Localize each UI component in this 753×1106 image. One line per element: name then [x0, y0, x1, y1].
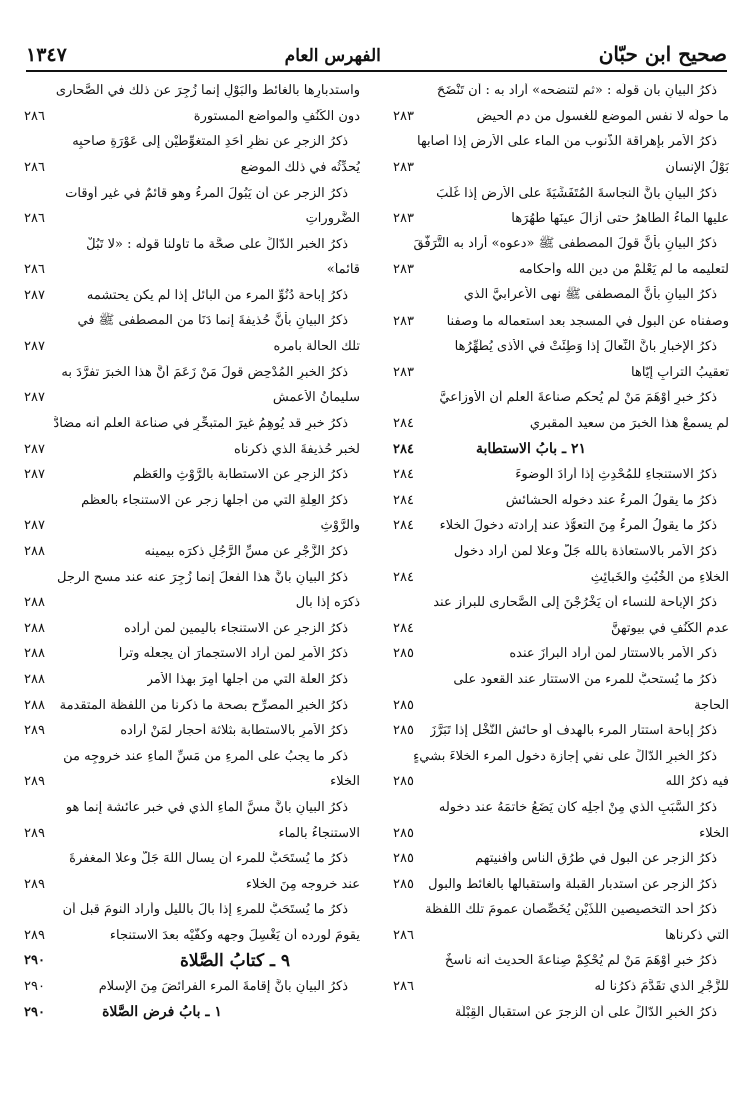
entry-text: ذكرُ السَّبَبِ الَّذي مِنْ أجلِه كان يَضَعُ خاتمَهُ عند دخوله: [438, 799, 717, 815]
index-entry-line: [393, 846, 729, 872]
entry-page-number: ٢٨٥: [393, 851, 414, 867]
entry-text: ذكرُ ما يُستحبُّ للمرء من الاستتار عند القعود على: [453, 671, 717, 687]
entry-page-number: ٢٨٨: [24, 697, 45, 713]
entry-page-number: ٢٨٥: [393, 774, 414, 790]
index-entry-line: [393, 897, 729, 923]
entry-text: ذكرَه إذا بال: [295, 595, 360, 611]
left-column: [24, 78, 360, 1025]
entry-text: ذكرُ الزجر عن البول في طُرُقِ الناس وأفنيتهم: [475, 851, 717, 867]
entry-text: ذكرُ الأمرِ لمن أراد الاستجمارَ أن يجعلَه وتراً: [118, 646, 348, 662]
entry-page-number: ٢٨٤: [393, 416, 414, 432]
index-entry-line: [24, 897, 360, 923]
entry-text: لخبر حُذيفةَ الذي ذكرناه: [234, 441, 360, 457]
entry-page-number: ٢٨٤: [393, 467, 414, 483]
index-entry-line: [393, 564, 729, 590]
index-entry-line: [24, 974, 360, 1000]
entry-text: ذكرُ البيانِ بأنَّ مسَّ الماءِ الذي في خبر عائشة إنما هو: [65, 799, 348, 815]
index-entry-line: [24, 718, 360, 744]
entry-page-number: ٢٨٤: [393, 441, 414, 457]
entry-text: عدمِ الكُنُفِ في بيوتهِنَّ: [611, 620, 729, 636]
index-entry-line: [393, 385, 729, 411]
entry-page-number: ٢٨٩: [24, 723, 45, 739]
index-entry-line: [393, 308, 729, 334]
right-column: [393, 78, 729, 1025]
entry-text: ذكرُ العلة التي من أجلها أُمِرَ بهذا الأمر: [146, 671, 348, 687]
entry-text: دون الكُنُفِ والمواضعِ المستورة: [193, 108, 360, 124]
index-heading: [24, 948, 360, 974]
entry-text: ذكرُ الزجر عن أن يَبُولَ المرءُ وهو قائمٌ في غير أوقات: [65, 185, 348, 201]
entry-page-number: ٢٨٦: [24, 262, 45, 278]
index-entry-line: [393, 923, 729, 949]
index-entry-line: [393, 743, 729, 769]
entry-text: ما حولَه لا نفس الموضع للغسول من دم الحيض: [476, 108, 729, 124]
entry-text: ذكرُ البيانِ بأنَّ حُذيفةَ إنما دَنَا من المصطفى ﷺ في: [77, 312, 348, 328]
entry-text: ذكرُ البيانِ بأنَّ قولَ المصطفى ﷺ «دعوه» أراد به التَّرَفُّقَ: [413, 235, 717, 251]
entry-text: ذكرُ خبرٍ أَوْهَمَ مَنْ لم يُحْكِمْ صِناعةَ الحديث أنه ناسخٌ: [444, 953, 717, 969]
index-entry-line: [24, 411, 360, 437]
entry-text: واستدبارِها بالغائط والبَوْلِ إنما زُجِرَ عن ذلك في الصَّحارى: [55, 83, 360, 99]
entry-text: ذكر الأمر بالاستتار لمن أراد البرازَ عنده: [509, 646, 717, 662]
page-header: [26, 36, 727, 66]
entry-page-number: ٢٨٣: [393, 160, 414, 176]
index-entry-line: [393, 667, 729, 693]
entry-page-number: ٢٨٥: [393, 876, 414, 892]
index-entry-line: [24, 795, 360, 821]
index-entry-line: [393, 78, 729, 104]
header-rule: [26, 70, 727, 72]
entry-page-number: ٢٨٦: [393, 979, 414, 995]
entry-text: ذكرُ الزَّجْرِ عن مسِّ الرَّجُلِ ذكرَه بيمينه: [144, 543, 348, 559]
entry-page-number: ٢٨٣: [393, 313, 414, 329]
index-entry-line: [24, 590, 360, 616]
index-entry-line: [393, 129, 729, 155]
index-entry-line: [393, 948, 729, 974]
index-entry-line: [24, 78, 360, 104]
entry-page-number: ٢٨٣: [393, 364, 414, 380]
index-entry-line: [393, 641, 729, 667]
entry-page-number: ٢٨٨: [24, 543, 45, 559]
entry-page-number: ٢٨٦: [24, 108, 45, 124]
index-entry-line: [24, 257, 360, 283]
index-entry-line: [24, 769, 360, 795]
section-title: الفهرس العام: [284, 46, 381, 66]
entry-text: الحاجة: [694, 697, 729, 713]
entry-page-number: ٢٨٤: [393, 492, 414, 508]
entry-page-number: ٢٨٤: [393, 569, 414, 585]
entry-text: ذكرُ الخبرِ المُدْحِضِ قولَ مَنْ زَعَمَ أنَّ هذا الخبرَ تفرَّدَ به: [61, 364, 348, 380]
entry-text: فيه ذكرُ الله: [665, 774, 729, 790]
entry-text: ذكرُ العِلَّةِ التي من أجلها زجر عن الاستنجاء بالعظم: [81, 492, 348, 508]
index-entry-line: [24, 232, 360, 258]
index-entry-line: [24, 180, 360, 206]
entry-page-number: ٢٨٧: [24, 288, 45, 304]
entry-page-number: ٢٨٨: [24, 671, 45, 687]
index-entry-line: [24, 206, 360, 232]
index-entry-line: [393, 871, 729, 897]
entry-page-number: ٢٨٥: [393, 646, 414, 662]
index-entry-line: [393, 795, 729, 821]
entry-text: والرَّوْثِ: [320, 518, 360, 534]
index-entry-line: [24, 436, 360, 462]
entry-page-number: ٢٨٣: [393, 108, 414, 124]
entry-text: ذكرُ الإخبارِ بأنَّ النِّعالَ إذا وَطِئَتْ في الأذى يُطَهِّرُها: [454, 339, 717, 355]
entry-page-number: ٢٨٨: [24, 646, 45, 662]
index-entry-line: [393, 360, 729, 386]
entry-page-number: ٢٨٦: [24, 211, 45, 227]
index-entry-line: [393, 974, 729, 1000]
entry-page-number: ٢٨٧: [24, 518, 45, 534]
entry-page-number: ٢٨٤: [393, 518, 414, 534]
entry-text: الاستنجاءُ بالماء: [278, 825, 360, 841]
entry-text: قائماً»: [326, 262, 360, 278]
entry-text: ذكرُ البيانِ بأنَّ النجاسةَ المُتَفَشِّيَةَ على الأرض إذا غَلَبَ: [436, 185, 717, 201]
book-title: صحيح ابن حبّان: [598, 42, 727, 66]
entry-page-number: ٢٩٠: [24, 1004, 45, 1020]
index-heading: [24, 999, 360, 1025]
entry-text: ١ ـ بابُ فرضِ الصَّلاة: [102, 1004, 222, 1021]
entry-text: عند خروجه مِنَ الخلاء: [245, 876, 360, 892]
entry-text: ذكرُ الخبرِ الدّالِّ على أن الزجرَ عن استقبال القِبْلَة: [454, 1004, 717, 1020]
index-entry-line: [24, 513, 360, 539]
entry-text: الخلاء: [330, 774, 360, 790]
entry-text: ذكرُ خبرٍ قد يُوهِمُ غيرَ المتبحِّرِ في صناعة العلم أنه مضادٌّ: [53, 416, 348, 432]
entry-page-number: ٢٨٨: [24, 620, 45, 636]
entry-page-number: ٢٨٩: [24, 774, 45, 790]
entry-page-number: ٢٨٧: [24, 467, 45, 483]
index-entry-line: [24, 308, 360, 334]
index-entry-line: [393, 283, 729, 309]
entry-text: عليها الماءُ الطاهرُ حتى أزالَ عينَها طَهُرَها: [511, 211, 729, 227]
entry-text: ٩ ـ كتابُ الصَّلاة: [180, 950, 290, 971]
entry-text: ذكرُ الزجرِ عن نظرِ أحَدِ المتغوِّطَيْنِ إلى عَوْرَةِ صاحبِه: [72, 134, 348, 150]
entry-text: ذكرُ الزجرِ عن الاستنجاء باليمين لمن أراده: [123, 620, 348, 636]
entry-page-number: ٢٨٧: [24, 339, 45, 355]
index-entry-line: [393, 692, 729, 718]
index-entry-line: [24, 360, 360, 386]
entry-page-number: ٢٨٣: [393, 211, 414, 227]
index-entry-line: [393, 488, 729, 514]
entry-text: ذكرُ ما يقولُ المرءُ عند دخوله الحشائش: [505, 492, 717, 508]
index-entry-line: [393, 232, 729, 258]
entry-page-number: ٢٩٠: [24, 953, 45, 969]
index-entry-line: [24, 104, 360, 130]
entry-text: ذكرُ الزجرِ عن الاستطابة بالرَّوْثِ والعَظْمِ: [132, 467, 348, 483]
index-entry-line: [393, 257, 729, 283]
index-entry-line: [393, 769, 729, 795]
index-entry-line: [24, 743, 360, 769]
entry-text: وصفناه عن البول في المسجد بعد استعماله ما وصفنا: [446, 313, 729, 329]
entry-text: يقومَ لورده أن يَغْسِلَ وجهه وكفَّيْه بعدَ الاستنجاء: [109, 927, 360, 943]
entry-page-number: ٢٨٩: [24, 825, 45, 841]
entry-text: ذكرُ الإباحة للنساء أن يَخْرُجْنَ إلى الصَّحارى للبراز عند: [433, 595, 717, 611]
entry-text: تلك الحالة بأمره: [273, 339, 360, 355]
entry-page-number: ٢٨٩: [24, 876, 45, 892]
index-entry-line: [24, 846, 360, 872]
entry-text: ذكرُ ما يُستَحَبُّ للمرء أن يسأل اللهَ جَلَّ وعلا المغفرةَ: [69, 851, 348, 867]
entry-page-number: ٢٨٦: [24, 160, 45, 176]
index-entry-line: [393, 206, 729, 232]
index-entry-line: [24, 871, 360, 897]
index-entry-line: [24, 615, 360, 641]
entry-text: بَوْلُ الإنسان: [665, 160, 729, 176]
entry-text: ذكرُ ما يُستَحَبُّ للمرءِ إذا بالَ بالليل وأراد النومَ قبل أن: [62, 902, 348, 918]
index-entry-line: [24, 667, 360, 693]
entry-text: ذكرُ الخبرِ المصرِّح بصحة ما ذكرنا من اللفظة المتقدمة: [59, 697, 348, 713]
index-entry-line: [393, 104, 729, 130]
index-entry-line: [24, 385, 360, 411]
entry-text: سليمانُ الأعمش: [272, 390, 360, 406]
entry-page-number: ٢٨٣: [393, 262, 414, 278]
entry-text: ذكرُ أحد التخصيصين اللَّذَيْنِ يُخَصِّصان عمومَ تلك اللفظة: [424, 902, 717, 918]
entry-page-number: ٢٨٥: [393, 723, 414, 739]
index-entry-line: [393, 155, 729, 181]
entry-text: الضَّروراتِ: [305, 211, 360, 227]
index-entry-line: [393, 513, 729, 539]
index-entry-line: [24, 488, 360, 514]
entry-text: ذكرُ الأمر بإهراقة الذَّنوب من الماء على الأرض إذا أصابها: [416, 134, 717, 150]
index-entry-line: [24, 539, 360, 565]
entry-text: ذكرُ الأمر بالاستعاذة بالله جَلَّ وعلا لمن أراد دخول: [453, 543, 717, 559]
entry-text: ذكرُ الاستنجاءِ للمُحْدِثِ إذا أرادَ الوضوءَ: [515, 467, 717, 483]
entry-page-number: ٢٨٧: [24, 390, 45, 406]
index-entry-line: [393, 718, 729, 744]
entry-text: لم يسمعْ هذا الخبرَ من سعيد المقبري: [529, 416, 729, 432]
entry-text: ذكرُ ما يقولُ المرءُ مِنَ التعوُّذ عند إرادته دخولَ الخلاء: [439, 518, 717, 534]
entry-text: للزَّجْرِ الذي تقَدَّمَ ذكرُنا له: [594, 979, 729, 995]
index-entry-line: [393, 462, 729, 488]
index-entry-line: [24, 155, 360, 181]
entry-text: ذكر ما يجبُ على المرءِ من مَسِّ الماءِ عند خروجِه من: [63, 748, 348, 764]
entry-text: ذكرُ البيانِ بأنَّ المصطفى ﷺ نهى الأعرابيَّ الذي: [463, 287, 717, 303]
entry-page-number: ٢٩٠: [24, 979, 45, 995]
entry-text: لتعليمه ما لم يَعْلَمْ من دين الله وأحكامه: [518, 262, 729, 278]
index-entry-line: [393, 820, 729, 846]
index-entry-line: [393, 999, 729, 1025]
entry-text: ذكرُ إباحة دُنُوِّ المرء من البائل إذا لم يكن يحتشمه: [86, 288, 348, 304]
entry-text: ذكرُ البيانِ بأنَّ هذا الفعلَ إنما زُجِرَ عنه عند مسح الرجل: [56, 569, 348, 585]
index-entry-line: [393, 539, 729, 565]
entry-text: يُحدِّثُه في ذلك الموضعِ: [240, 160, 360, 176]
index-heading: [393, 436, 729, 462]
index-entry-line: [393, 334, 729, 360]
index-entry-line: [24, 923, 360, 949]
entry-page-number: ٢٨٩: [24, 927, 45, 943]
entry-text: التي ذكرناها: [664, 927, 729, 943]
entry-page-number: ٢٨٥: [393, 825, 414, 841]
entry-text: ذكرُ الزجر عن استدبار القبلة واستقبالها بالغائط والبول: [428, 876, 717, 892]
entry-text: ٢١ ـ بابُ الاستطابة: [475, 441, 587, 458]
entry-text: الخلاء: [699, 825, 729, 841]
entry-text: تعقيبُ الترابِ إيّاها: [631, 364, 729, 380]
entry-text: ذكرُ خبرٍ أَوْهَمَ مَنْ لم يُحكم صناعةَ العلم أن الأوزاعيَّ: [439, 390, 717, 406]
entry-text: الخلاءِ من الخُبُثِ والخَبائِثِ: [590, 569, 729, 585]
index-entry-line: [24, 462, 360, 488]
entry-page-number: ٢٨٧: [24, 441, 45, 457]
entry-page-number: ٢٨٤: [393, 620, 414, 636]
index-entry-line: [24, 820, 360, 846]
entry-text: ذكرُ الخبرِ الدّالِّ على نفي إجازة دخول المرء الخلاءَ بشيءٍ: [413, 748, 717, 764]
index-entry-line: [24, 129, 360, 155]
entry-text: ذكرُ الخبر الدّالِّ على صحَّة ما تأولنا قولَه : «لا تَبُلْ: [86, 236, 348, 252]
entry-text: ذكرُ البيانِ بأنَّ إقامةَ المرء الفرائضَ مِنَ الإسلام: [98, 979, 348, 995]
entry-text: ذكرُ الأمرِ بالاستطابة بثلاثة أحجار لمَنْ أراده: [120, 723, 348, 739]
index-entry-line: [393, 590, 729, 616]
entry-page-number: ٢٨٨: [24, 595, 45, 611]
entry-page-number: ٢٨٦: [393, 927, 414, 943]
index-entry-line: [24, 564, 360, 590]
index-entry-line: [24, 692, 360, 718]
index-entry-line: [393, 615, 729, 641]
index-entry-line: [24, 334, 360, 360]
entry-page-number: ٢٨٥: [393, 697, 414, 713]
index-entry-line: [24, 283, 360, 309]
index-entry-line: [24, 641, 360, 667]
index-entry-line: [393, 180, 729, 206]
page-number: ١٣٤٧: [26, 44, 67, 66]
entry-text: ذكرُ البيانِ بأن قولَه : «ثم لتنضحه» أراد به : أن تَنْضَحَ: [436, 83, 717, 99]
entry-text: ذكرُ إباحة استتار المرء بالهدف أو حائش النَّخْل إذا تَبَرَّزَ: [429, 723, 717, 739]
index-entry-line: [393, 411, 729, 437]
